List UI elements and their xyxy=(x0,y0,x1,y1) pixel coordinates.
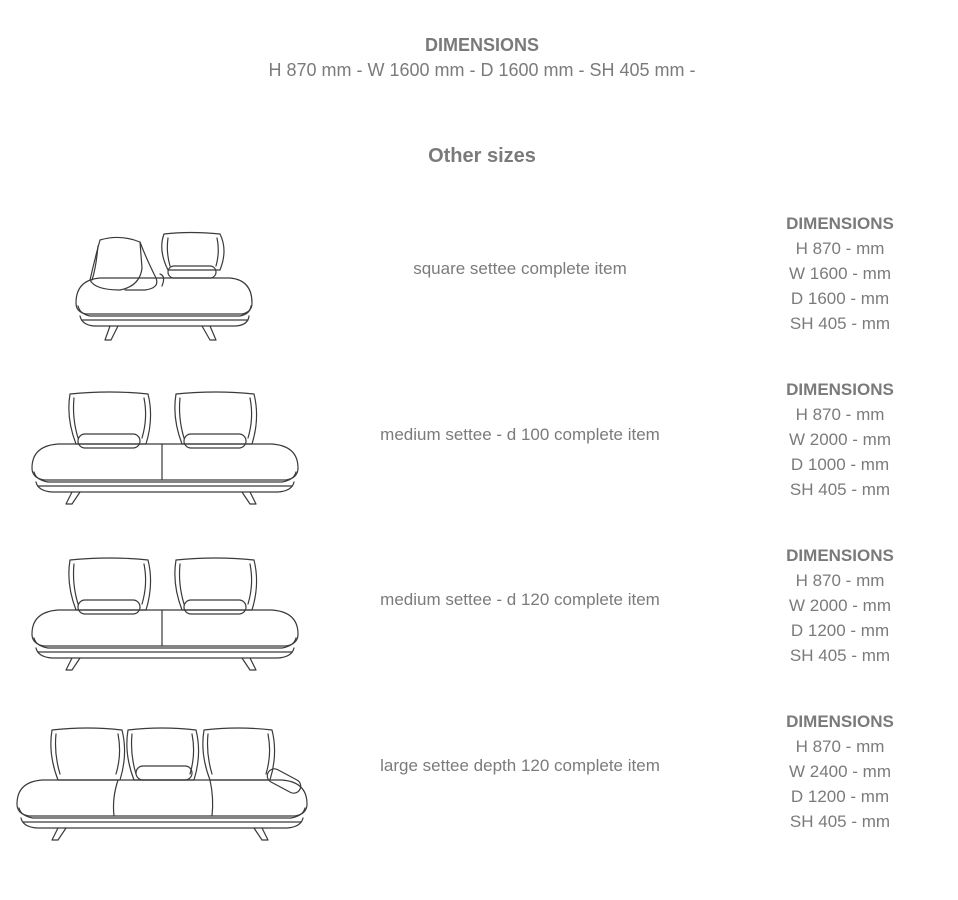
size-row-label: square settee complete item xyxy=(413,259,627,278)
size-row-height: H 870 - mm xyxy=(795,571,885,590)
size-row-label: medium settee - d 100 complete item xyxy=(380,425,660,444)
size-row-large-settee xyxy=(0,706,958,856)
size-row-dimensions xyxy=(770,377,910,502)
size-row-depth: D 1200 - mm xyxy=(790,787,890,806)
size-row-medium-settee-d120 xyxy=(0,540,958,690)
size-row-dimensions-title: DIMENSIONS xyxy=(786,546,894,565)
size-row-seat-height: SH 405 - mm xyxy=(789,314,891,333)
size-row-width: W 2400 - mm xyxy=(788,762,892,781)
size-row-width: W 2000 - mm xyxy=(788,430,892,449)
size-row-dimensions-title: DIMENSIONS xyxy=(786,712,894,731)
size-row-height: H 870 - mm xyxy=(795,239,885,258)
size-row-depth: D 1600 - mm xyxy=(790,289,890,308)
main-dimensions-values: H 870 mm - W 1600 mm - D 1600 mm - SH 405 mm - xyxy=(268,60,696,80)
size-row-depth: D 1000 - mm xyxy=(790,455,890,474)
size-row-dimensions xyxy=(770,709,910,834)
size-row-seat-height: SH 405 - mm xyxy=(789,480,891,499)
size-row-dimensions-title: DIMENSIONS xyxy=(786,214,894,233)
size-row-label: medium settee - d 120 complete item xyxy=(380,590,660,609)
main-dimensions-title: DIMENSIONS xyxy=(424,35,539,55)
size-row-seat-height: SH 405 - mm xyxy=(789,812,891,831)
other-sizes-heading: Other sizes xyxy=(428,145,536,167)
size-row-height: H 870 - mm xyxy=(795,737,885,756)
size-row-dimensions xyxy=(770,543,910,668)
size-row-depth: D 1200 - mm xyxy=(790,621,890,640)
medium-settee-drawing-icon xyxy=(28,388,303,506)
size-row-seat-height: SH 405 - mm xyxy=(789,646,891,665)
medium-settee-drawing-icon xyxy=(28,554,303,672)
size-row-square-settee xyxy=(0,208,958,358)
size-row-width: W 2000 - mm xyxy=(788,596,892,615)
size-row-dimensions-title: DIMENSIONS xyxy=(786,380,894,399)
size-row-width: W 1600 - mm xyxy=(788,264,892,283)
size-row-dimensions xyxy=(770,211,910,336)
size-row-height: H 870 - mm xyxy=(795,405,885,424)
main-dimensions-header xyxy=(0,33,958,83)
square-settee-drawing-icon xyxy=(70,228,260,348)
large-settee-drawing-icon xyxy=(14,724,310,842)
size-row-medium-settee-d100 xyxy=(0,374,958,524)
size-row-label: large settee depth 120 complete item xyxy=(380,756,660,775)
